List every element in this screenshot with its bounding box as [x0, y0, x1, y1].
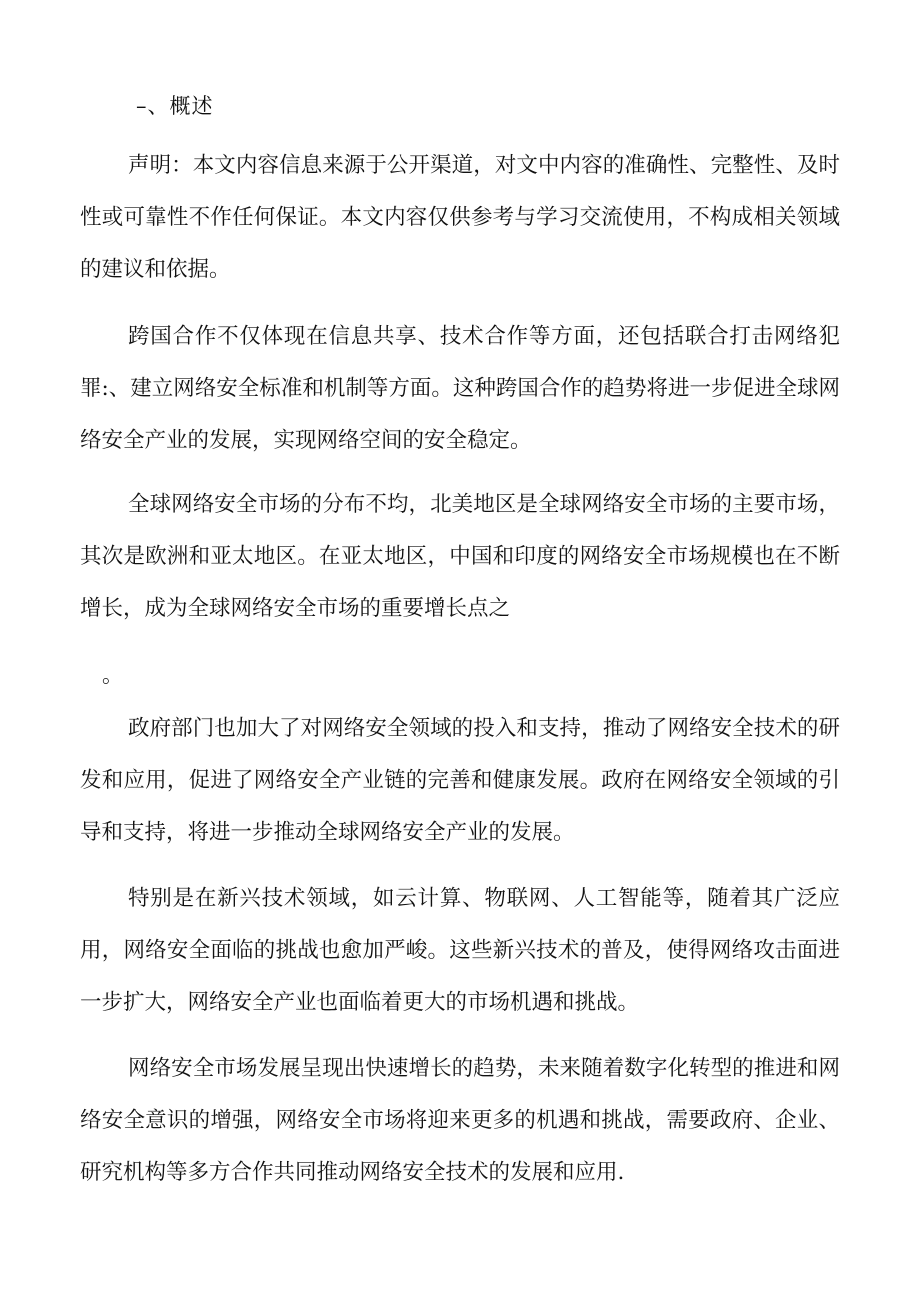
paragraph-market-distribution: 全球网络安全市场的分布不均，北美地区是全球网络安全市场的主要市场，其次是欧洲和亚太地区。在亚太地区，中国和印度的网络安全市场规模也在不断增长，成为全球网络安全市场的重要增长点之 [80, 492, 840, 621]
section-heading: –、概述 [136, 94, 214, 118]
disclaimer-paragraph: 声明：本文内容信息来源于公开渠道，对文中内容的准确性、完整性、及时性或可靠性不作任何保证。本文内容仅供参考与学习交流使用，不构成相关领域的建议和依据。 [80, 153, 840, 282]
paragraph-emerging-technology: 特别是在新兴技术领域，如云计算、物联网、人工智能等，随着其广泛应用，网络安全面临的挑战也愈加严峻。这些新兴技术的普及，使得网络攻击面进一步扩大，网络安全产业也面临着更大的市场机遇和挑战。 [80, 886, 840, 1015]
paragraph-cross-border-cooperation: 跨国合作不仅体现在信息共享、技术合作等方面，还包括联合打击网络犯罪:、建立网络安全标准和机制等方面。这种跨国合作的趋势将进一步促进全球网络安全产业的发展，实现网络空间的安全稳定。 [80, 324, 840, 453]
paragraph-government-support: 政府部门也加大了对网络安全领域的投入和支持，推动了网络安全技术的研发和应用，促进了网络安全产业链的完善和健康发展。政府在网络安全领域的引导和支持，将进一步推动全球网络安全产业的发展。 [80, 716, 840, 845]
paragraph-market-outlook: 网络安全市场发展呈现出快速增长的趋势，未来随着数字化转型的推进和网络安全意识的增强，网络安全市场将迎来更多的机遇和挑战，需要政府、企业、研究机构等多方合作共同推动网络安全技术的发展和应用. [80, 1056, 840, 1185]
stray-period-mark: 。 [102, 663, 123, 687]
